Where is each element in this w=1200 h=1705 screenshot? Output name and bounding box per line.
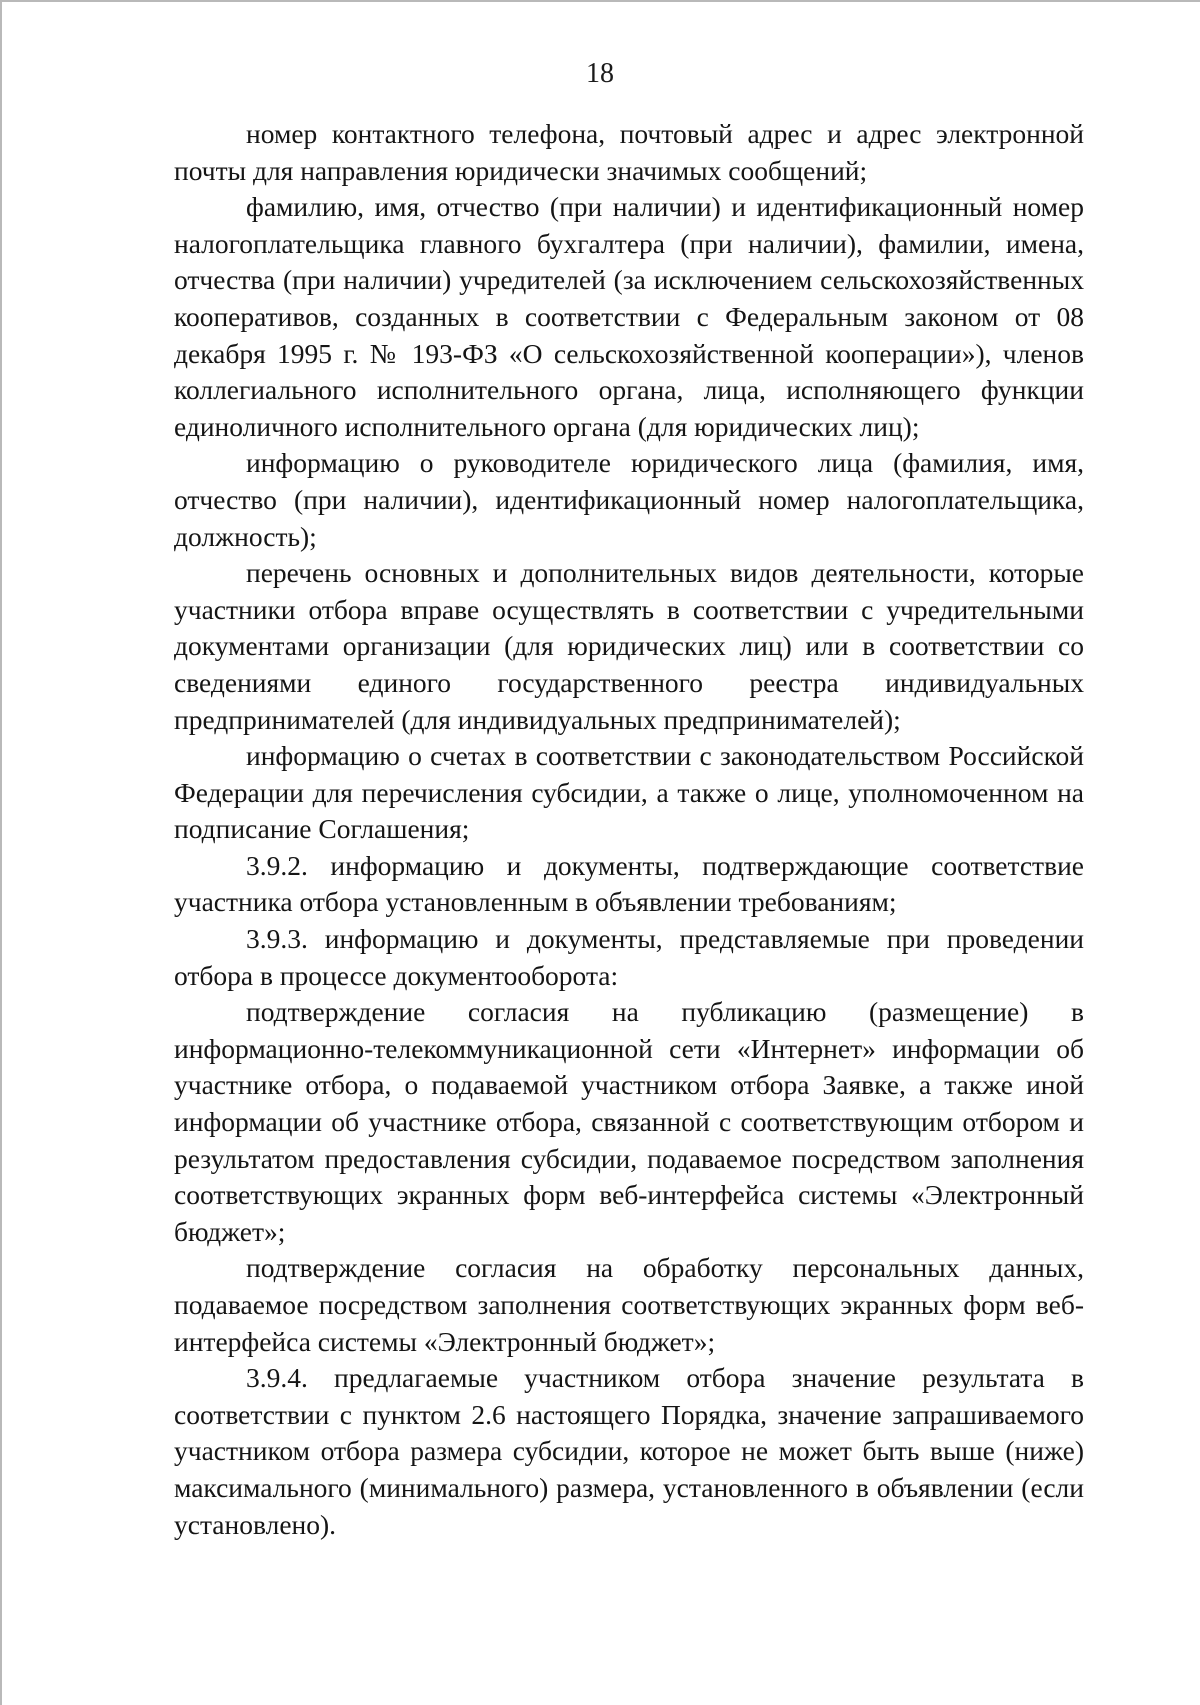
paragraph-3-9-4: 3.9.4. предлагаемые участником отбора значение результата в соответствии с пунктом 2.6 настоящего Порядка, значение запрашиваемого участником отбора размера субсидии, которое не может быть выше (ниже) максимального (минимального) размера, установленного в объявлении (если установлено). (174, 1362, 1084, 1540)
paragraph-head-info: информацию о руководителе юридического лица (фамилия, имя, отчество (при наличии), идентификационный номер налогоплательщика, должность); (174, 447, 1084, 552)
document-body (174, 116, 1084, 1543)
paragraph-accounts-info: информацию о счетах в соответствии с законодательством Российской Федерации для перечисления субсидии, а также о лице, уполномоченном на подписание Соглашения; (174, 740, 1084, 845)
scan-top-edge (0, 0, 1200, 2)
paragraph-contact-info: номер контактного телефона, почтовый адрес и адрес электронной почты для направления юридически значимых сообщений; (174, 118, 1084, 186)
paragraph-personal-data-consent: подтверждение согласия на обработку персональных данных, подаваемое посредством заполнения соответствующих экранных форм веб-интерфейса системы «Электронный бюджет»; (174, 1252, 1084, 1357)
paragraph-publication-consent: подтверждение согласия на публикацию (размещение) в информационно-телекоммуникационной сети «Интернет» информации об участнике отбора, о подаваемой участником отбора Заявке, а также иной информации об участнике отбора, связанной с соответствующим отбором и результатом предоставления субсидии, подаваемое посредством заполнения соответствующих экранных форм веб-интерфейса системы «Электронный бюджет»; (174, 996, 1084, 1247)
paragraph-3-9-2: 3.9.2. информацию и документы, подтверждающие соответствие участника отбора установленным в объявлении требованиям; (174, 849, 1084, 918)
page-number: 18 (586, 58, 614, 89)
paragraph-activity-list: перечень основных и дополнительных видов деятельности, которые участники отбора вправе осуществлять в соответствии с учредительными документами организации (для юридических лиц) или в соответствии со сведениями единого государственного реестра индивидуальных предпринимателей (для индивидуальных предпринимателей); (174, 557, 1084, 735)
paragraph-3-9-3: 3.9.3. информацию и документы, представляемые при проведении отбора в процессе документооборота: (174, 923, 1084, 991)
scan-left-edge (0, 0, 2, 1705)
paragraph-founders-info: фамилию, имя, отчество (при наличии) и идентификационный номер налогоплательщика главного бухгалтера (при наличии), фамилии, имена, отчества (при наличии) учредителей (за исключением сельскохозяйственных кооперативов, созданных в соответствии с Федеральным законом от 08 декабря 1995 г. № 193-ФЗ «О сельскохозяйственной кооперации»), членов коллегиального исполнительного органа, лица, исполняющего функции единоличного исполнительного органа (для юридических лиц); (174, 191, 1084, 442)
